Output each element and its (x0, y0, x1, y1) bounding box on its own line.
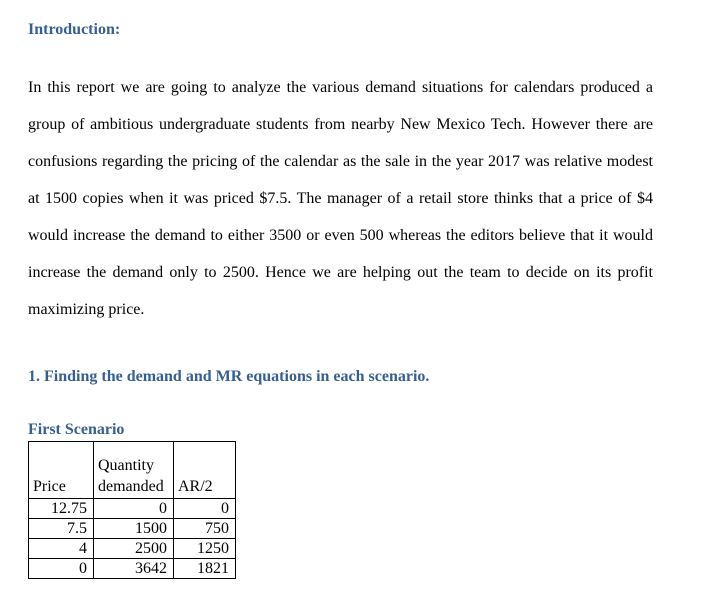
table-cell: 4 (29, 539, 94, 559)
table-cell: 0 (29, 559, 94, 579)
paragraph-line: group of ambitious undergraduate students from nearby New Mexico Tech. However there are (28, 116, 653, 133)
intro-paragraph (28, 69, 653, 328)
table-body (29, 499, 236, 579)
table-header (29, 442, 236, 499)
first-scenario-table (28, 441, 236, 579)
table-row (29, 499, 236, 519)
intro-heading: Introduction: (28, 21, 121, 38)
table-cell: 12.75 (29, 499, 94, 519)
paragraph-line: would increase the demand to either 3500 or even 500 whereas the editors believe that it would (28, 227, 653, 244)
paragraph-line: increase the demand only to 2500. Hence we are helping out the team to decide on its profit (28, 264, 653, 281)
paragraph-line: In this report we are going to analyze the various demand situations for calendars produced a (28, 79, 653, 96)
table-row (29, 559, 236, 579)
table-cell: 1500 (94, 519, 174, 539)
paragraph-line: at 1500 copies when it was priced $7.5. The manager of a retail store thinks that a price of $4 (28, 190, 653, 207)
first-scenario-heading: First Scenario (28, 421, 125, 438)
table-column-header: Price (29, 442, 94, 499)
paragraph-line: confusions regarding the pricing of the calendar as the sale in the year 2017 was relative modest (28, 153, 653, 170)
table-cell: 0 (94, 499, 174, 519)
table-cell: 1821 (174, 559, 236, 579)
table-cell: 0 (174, 499, 236, 519)
paragraph-line: maximizing price. (28, 301, 145, 318)
section-1-heading: 1. Finding the demand and MR equations in each scenario. (28, 368, 430, 385)
table-row (29, 519, 236, 539)
table-column-header: Quantity demanded (94, 442, 174, 499)
table-row (29, 539, 236, 559)
table-cell: 1250 (174, 539, 236, 559)
table-cell: 3642 (94, 559, 174, 579)
table-cell: 2500 (94, 539, 174, 559)
table-cell: 7.5 (29, 519, 94, 539)
table-header-row (29, 442, 236, 499)
table-cell: 750 (174, 519, 236, 539)
table-column-header: AR/2 (174, 442, 236, 499)
